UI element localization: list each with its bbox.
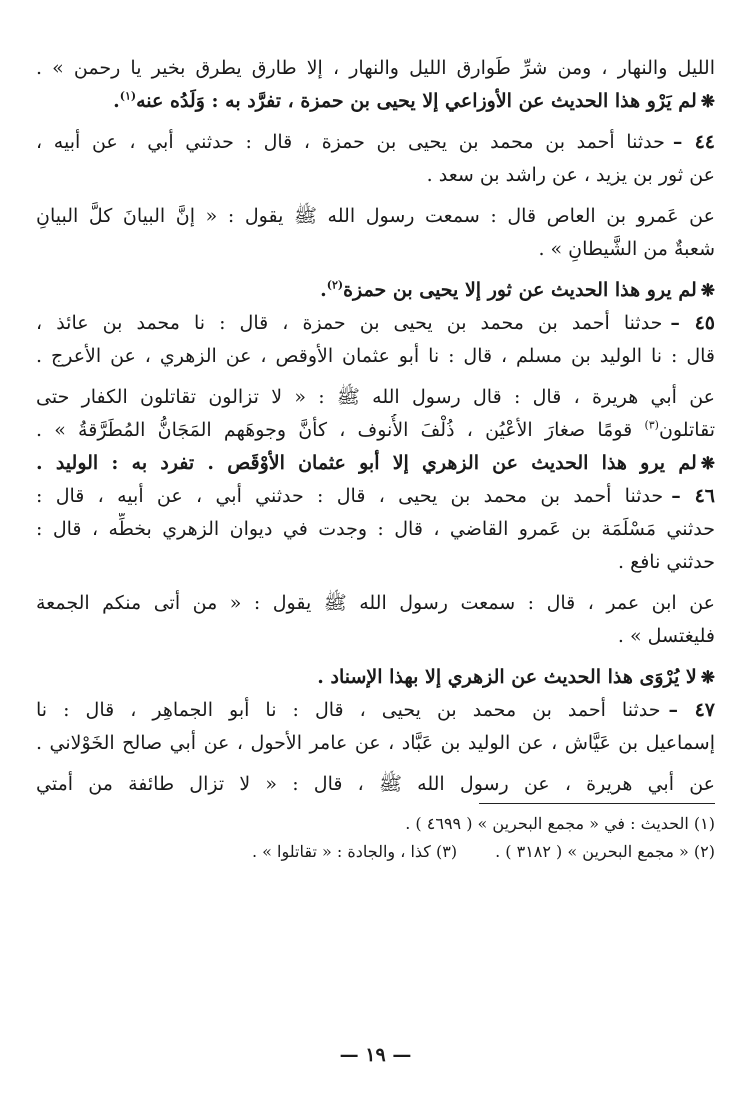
text-line: عن أبي هريرة ، عن رسول الله ﷺ ، قال : « لا تزال طائفة من أمتي xyxy=(36,773,715,795)
text-line: قال : نا الوليد بن مسلم ، قال : نا أبو عثمان الأوقص ، عن الزهري ، عن الأعرج . xyxy=(36,345,715,367)
hadith-46-line: ٤٦ –حدثنا أحمد بن محمد بن يحيى ، قال : حدثني أبي ، عن أبيه ، قال : xyxy=(36,485,715,507)
star-marker: ❋ xyxy=(700,454,715,474)
text-line: حدثني نافع . xyxy=(618,551,715,573)
text-line: فليغتسل » . xyxy=(617,625,715,647)
hadith-number: ٤٥ – xyxy=(670,312,715,334)
text-line: تقاتلون$^{(٣)}$ قومًا صغارَ الأعْيُن ، ذُلْفَ الأُنوف ، كأنَّ وجوهَهم المَجَانُّ المُطَرَّقةُ » . xyxy=(36,418,715,441)
commentary-line: ❋لا يُرْوَى هذا الحديث عن الزهري إلا بهذا الإسناد . xyxy=(317,666,715,688)
commentary-line: ❋لم يَرْو هذا الحديث عن الأوزاعي إلا يحيى بن حمزة ، تفرَّد به : وَلَدُه عنه$^{(١)}$. xyxy=(113,89,715,112)
footnote-ref: (١) xyxy=(119,89,137,103)
footnote-ref: (٢) xyxy=(326,278,344,292)
text-line: عن ثور بن يزيد ، عن راشد بن سعد . xyxy=(426,164,715,186)
text-line: إسماعيل بن عَيَّاش ، عن الوليد بن عَبَّاد ، عن عامر الأحول ، عن أبي صالح الخَوْلاني . xyxy=(36,732,715,754)
footnote-ref: (٣) xyxy=(644,418,659,432)
hadith-45-line: ٤٥ –حدثنا أحمد بن محمد بن يحيى بن حمزة ، قال : نا محمد بن عائذ ، xyxy=(36,312,715,334)
footnote-row xyxy=(36,838,715,866)
text-line: حدثني مَسْلَمَة بن عَمرو القاضي ، قال : وجدت في ديوان الزهري بخطِّه ، قال : xyxy=(36,518,715,540)
commentary-line: ❋لم يرو هذا الحديث عن الزهري إلا أبو عثمان الأوْقَص . تفرد به : الوليد . xyxy=(36,452,715,474)
commentary-line: ❋لم يرو هذا الحديث عن ثور إلا يحيى بن حمزة$^{(٢)}$. xyxy=(320,278,715,301)
text-line: الليل والنهار ، ومن شرِّ طَوارق الليل والنهار ، إلا طارق يطرق بخير يا رحمن » . xyxy=(36,57,715,79)
text-line: عن أبي هريرة ، قال : قال رسول الله ﷺ : « لا تزالون تقاتلون الكفار حتى xyxy=(36,386,715,408)
text-line: عن ابن عمر ، قال : سمعت رسول الله ﷺ يقول : « من أتى منكم الجمعة xyxy=(36,592,715,614)
footnote-1: (١) الحديث : في « مجمع البحرين » ( ٤٦٩٩ ) . xyxy=(405,814,715,833)
hadith-number: ٤٤ – xyxy=(672,131,715,153)
star-marker: ❋ xyxy=(700,668,715,688)
hadith-number: ٤٧ – xyxy=(668,699,715,721)
page-number: — ١٩ — xyxy=(339,1044,412,1066)
footnote-3: (٣) كذا ، والجادة : « تقاتلوا » . xyxy=(252,842,458,861)
star-marker: ❋ xyxy=(700,92,715,112)
footnote-2: (٢) « مجمع البحرين » ( ٣١٨٢ ) . xyxy=(495,842,715,861)
hadith-47-line: ٤٧ –حدثنا أحمد بن محمد بن يحيى ، قال : نا أبو الجماهِر ، قال : نا xyxy=(36,699,715,721)
star-marker: ❋ xyxy=(700,281,715,301)
footnote-divider xyxy=(479,803,715,804)
text-line: شعبةٌ من الشَّيطانِ » . xyxy=(538,238,715,260)
hadith-44-line: ٤٤ –حدثنا أحمد بن محمد بن يحيى بن حمزة ، قال : حدثني أبي ، عن أبيه ، xyxy=(36,131,715,153)
hadith-number: ٤٦ – xyxy=(671,485,715,507)
text-line: عن عَمرو بن العاص قال : سمعت رسول الله ﷺ يقول : « إنَّ البيانَ كلَّ البيانِ xyxy=(36,205,715,227)
